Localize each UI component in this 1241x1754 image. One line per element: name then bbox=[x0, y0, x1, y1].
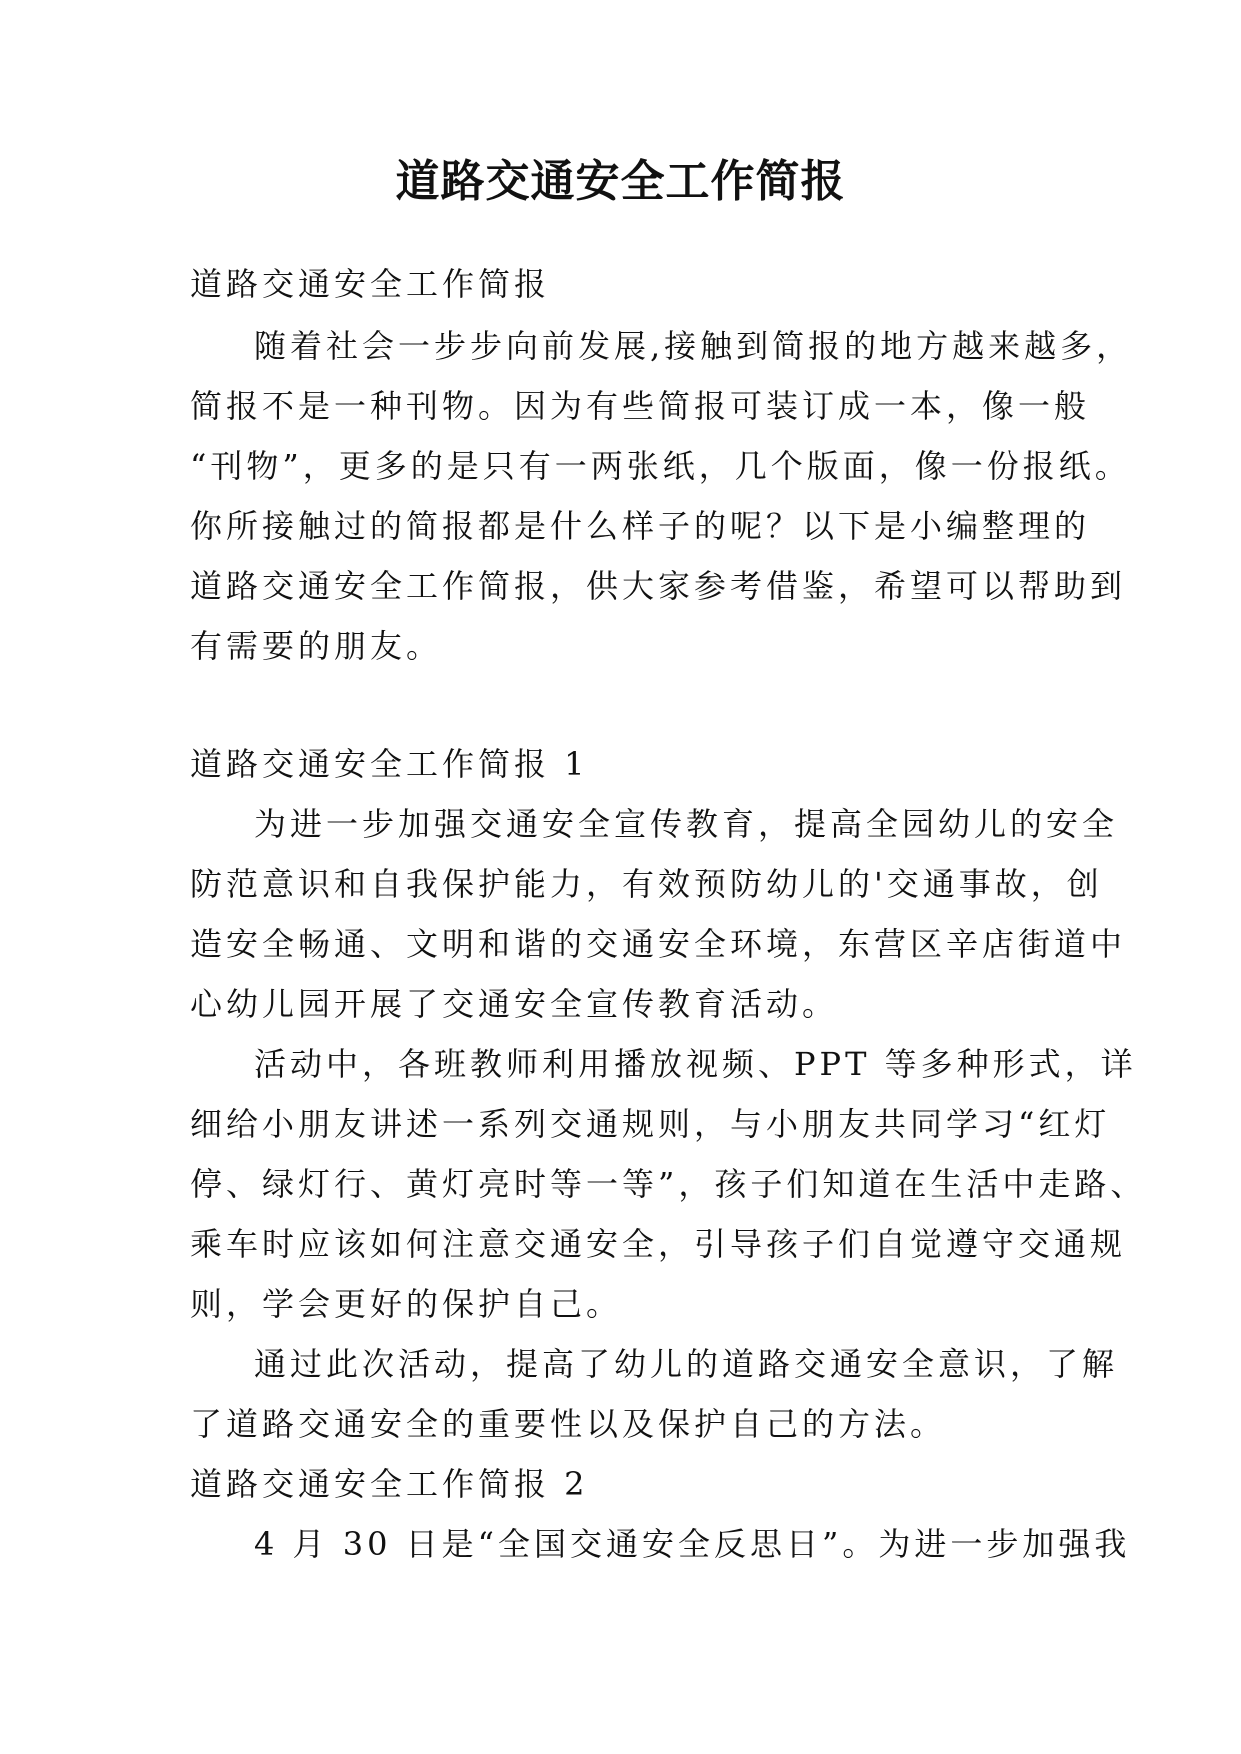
page-title: 道路交通安全工作简报 bbox=[395, 156, 846, 207]
section-heading: 道路交通安全工作简报 2 bbox=[190, 1465, 589, 1503]
paragraph-line: 防范意识和自我保护能力，有效预防幼儿的'交通事故，创 bbox=[190, 865, 1103, 903]
paragraph-line: “刊物”，更多的是只有一两张纸，几个版面，像一份报纸。 bbox=[190, 447, 1131, 485]
paragraph-line: 随着社会一步步向前发展,接触到简报的地方越来越多， bbox=[254, 327, 1133, 365]
paragraph-line: 停、绿灯行、黄灯亮时等一等”，孩子们知道在生活中走路、 bbox=[190, 1165, 1147, 1203]
paragraph-line: 通过此次活动，提高了幼儿的道路交通安全意识，了解 bbox=[254, 1345, 1119, 1383]
paragraph-line: 你所接触过的简报都是什么样子的呢？以下是小编整理的 bbox=[190, 507, 1091, 545]
paragraph-line: 有需要的朋友。 bbox=[190, 627, 443, 665]
paragraph-line: 4 月 30 日是“全国交通安全反思日”。为进一步加强我 bbox=[254, 1525, 1131, 1563]
intro-heading: 道路交通安全工作简报 bbox=[190, 265, 551, 303]
paragraph-line: 了道路交通安全的重要性以及保护自己的方法。 bbox=[190, 1405, 947, 1443]
paragraph-line: 为进一步加强交通安全宣传教育，提高全园幼儿的安全 bbox=[254, 805, 1119, 843]
paragraph-line: 道路交通安全工作简报，供大家参考借鉴，希望可以帮助到 bbox=[190, 567, 1127, 605]
paragraph-line: 则，学会更好的保护自己。 bbox=[190, 1285, 623, 1323]
paragraph-line: 活动中，各班教师利用播放视频、PPT 等多种形式，详 bbox=[254, 1045, 1137, 1083]
section-heading: 道路交通安全工作简报 1 bbox=[190, 745, 589, 783]
paragraph-line: 心幼儿园开展了交通安全宣传教育活动。 bbox=[190, 985, 839, 1023]
paragraph-line: 细给小朋友讲述一系列交通规则，与小朋友共同学习“红灯 bbox=[190, 1105, 1111, 1143]
paragraph-line: 造安全畅通、文明和谐的交通安全环境，东营区辛店街道中 bbox=[190, 925, 1127, 963]
paragraph-line: 简报不是一种刊物。因为有些简报可装订成一本，像一般 bbox=[190, 387, 1091, 425]
paragraph-line: 乘车时应该如何注意交通安全，引导孩子们自觉遵守交通规 bbox=[190, 1225, 1127, 1263]
